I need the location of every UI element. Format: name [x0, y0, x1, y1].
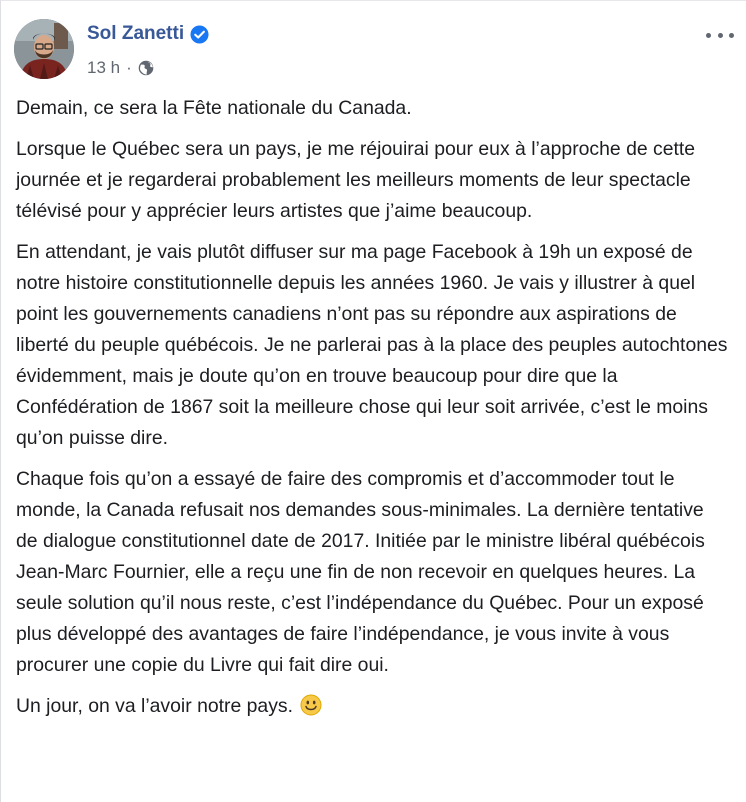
globe-icon[interactable] [138, 60, 154, 76]
post-body [16, 93, 728, 732]
more-options-icon[interactable] [706, 25, 734, 45]
post-paragraph-last [16, 691, 728, 722]
post-meta [87, 58, 154, 78]
avatar[interactable] [14, 19, 74, 79]
post-header [14, 19, 734, 83]
post-paragraph: Demain, ce sera la Fête nationale du Canada. [16, 97, 412, 119]
verified-badge-icon [190, 25, 209, 44]
author-row [87, 23, 209, 45]
smiley-emoji-icon [300, 694, 322, 716]
post-paragraph: Chaque fois qu’on a essayé de faire des compromis et d’accommoder tout le monde, la Canada refusait nos demandes sous-minimales. La dernière tentative de dialogue constitutionnel date de 2017. Initiée par le ministre libéral québécois Jean-Marc Fournier, elle a reçu une fin de non recevoir en quelques heures. La seule solution qu’il nous reste, c’est l’indépendance du Québec. Pour un exposé plus développé des avantages de faire l’indépendance, je vous invite à vous procurer une copie du Livre qui fait dire oui. [16, 468, 705, 676]
profile-photo-icon [14, 19, 74, 79]
timestamp[interactable]: 13 h [87, 58, 121, 77]
author-name[interactable]: Sol Zanetti [87, 23, 185, 44]
post-paragraph: Lorsque le Québec sera un pays, je me réjouirai pour eux à l’approche de cette journée et je regarderai probablement les meilleurs moments de leur spectacle télévisé pour y apprécier leurs artistes que j’aime beaucoup. [16, 138, 696, 222]
post-paragraph: En attendant, je vais plutôt diffuser sur ma page Facebook à 19h un exposé de notre histoire constitutionnelle depuis les années 1960. Je vais y illustrer à quel point les gouvernements canadiens n’ont pas su répondre aux aspirations de liberté du peuple québécois. Je ne parlerai pas à la place des peuples autochtones évidemment, mais je doute qu’on en trouve beaucoup pour dire que la Confédération de 1867 soit la meilleure chose qui leur soit arrivée, c’est le moins qu’on puisse dire. [16, 241, 728, 449]
post-paragraph-text: Un jour, on va l’avoir notre pays. [16, 695, 293, 717]
separator: · [126, 58, 132, 77]
